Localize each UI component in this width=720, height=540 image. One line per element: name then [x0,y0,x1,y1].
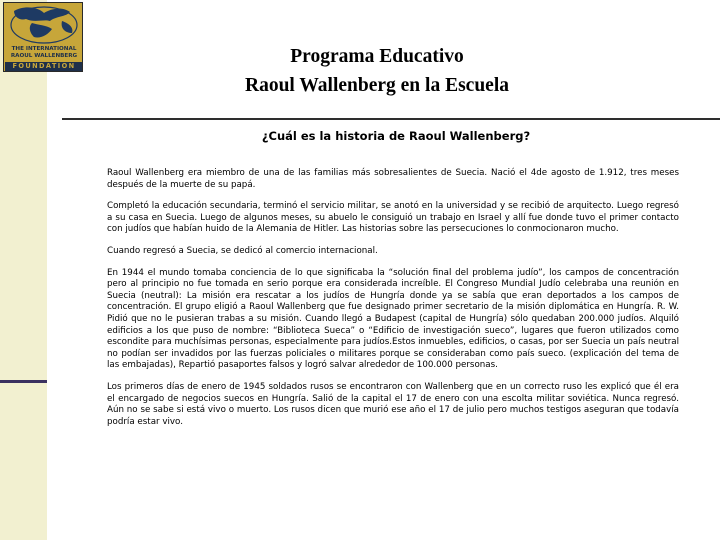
left-sidebar-band [0,0,47,540]
foundation-logo [3,2,83,72]
sidebar-divider [0,380,47,383]
title-line1: Programa Educativo [290,46,464,67]
logo-text-line3: FOUNDATION [5,62,83,71]
paragraph-3: Cuando regresó a Suecia, se dedicó al comercio internacional. [107,245,378,256]
logo-text-line1: THE INTERNATIONAL [11,46,77,52]
article-body [107,168,679,438]
page-title [130,42,624,100]
paragraph-1: Raoul Wallenberg era miembro de una de las familias más sobresalientes de Suecia. Nació el 4de agosto de 1.912, tres meses después de la muerte de su papá. [107,168,679,190]
paragraph-5: Los primeros días de enero de 1945 soldados rusos se encontraron con Wallenberg que en un correcto ruso les explicó que él era el encargado de negocios suecos en Hungría. Salió de la capital el 17 de enero con una escolta militar soviética. Nunca regresó. Aún no se sabe si está vivo o muerto. Los rusos dicen que murió ese año el 17 de julio pero muchos testigos aseguran que todavía podría estar vivo. [107,381,679,427]
globe-icon [4,3,83,47]
logo-text-line2: RAOUL WALLENBERG [10,53,78,59]
paragraph-4: En 1944 el mundo tomaba conciencia de lo que significaba la “solución final del problema judío”, los campos de concentración pero al principio no fue tomada en serio porque era considerada increíble. El Congreso Mundial Judío celebraba una reunión en Suecia (neutral): La misión era rescatar a los judíos de Hungría donde ya se sabía que eran deportados a los campos de concentración. El grupo eligió a Raoul Wallenberg que fue designado primer secretario de la misión diplomática en Hungría. R. W. Pidió que no le pusieran trabas a su misión. Cuando llegó a Budapest (capital de Hungría) sólo quedaban 200.000 judíos. Alquiló edificios a los que puso de nombre: “Biblioteca Sueca” o “Edificio de investigación sueco”, lugares que fueron utilizados como escondite para muchísimas personas, especialmente para judíos.Estos inmuebles, edificios, o casas, por ser Suecia un país neutral no podían ser invadidos por las fuerzas policiales o militares porque se consideraban como país sueco. (explicación del tema de las embajadas), Repartió pasaportes falsos y logró salvar alrededor de 100.000 personas. [107,267,679,371]
title-line2: Raoul Wallenberg en la Escuela [245,75,509,96]
title-divider [62,118,720,120]
section-heading: ¿Cuál es la historia de Raoul Wallenberg? [261,129,531,143]
paragraph-2: Completó la educación secundaria, terminó el servicio militar, se anotó en la universidad y se recibió de arquitecto. Luego regresó a su casa en Suecia. Luego de algunos meses, su abuelo le consiguió un trabajo en Israel y allí fue donde tuvo el primer contacto con judíos que habían huido de la Alemania de Hitler. Las historias sobre las persecuciones lo conmocionaron mucho. [107,201,679,235]
